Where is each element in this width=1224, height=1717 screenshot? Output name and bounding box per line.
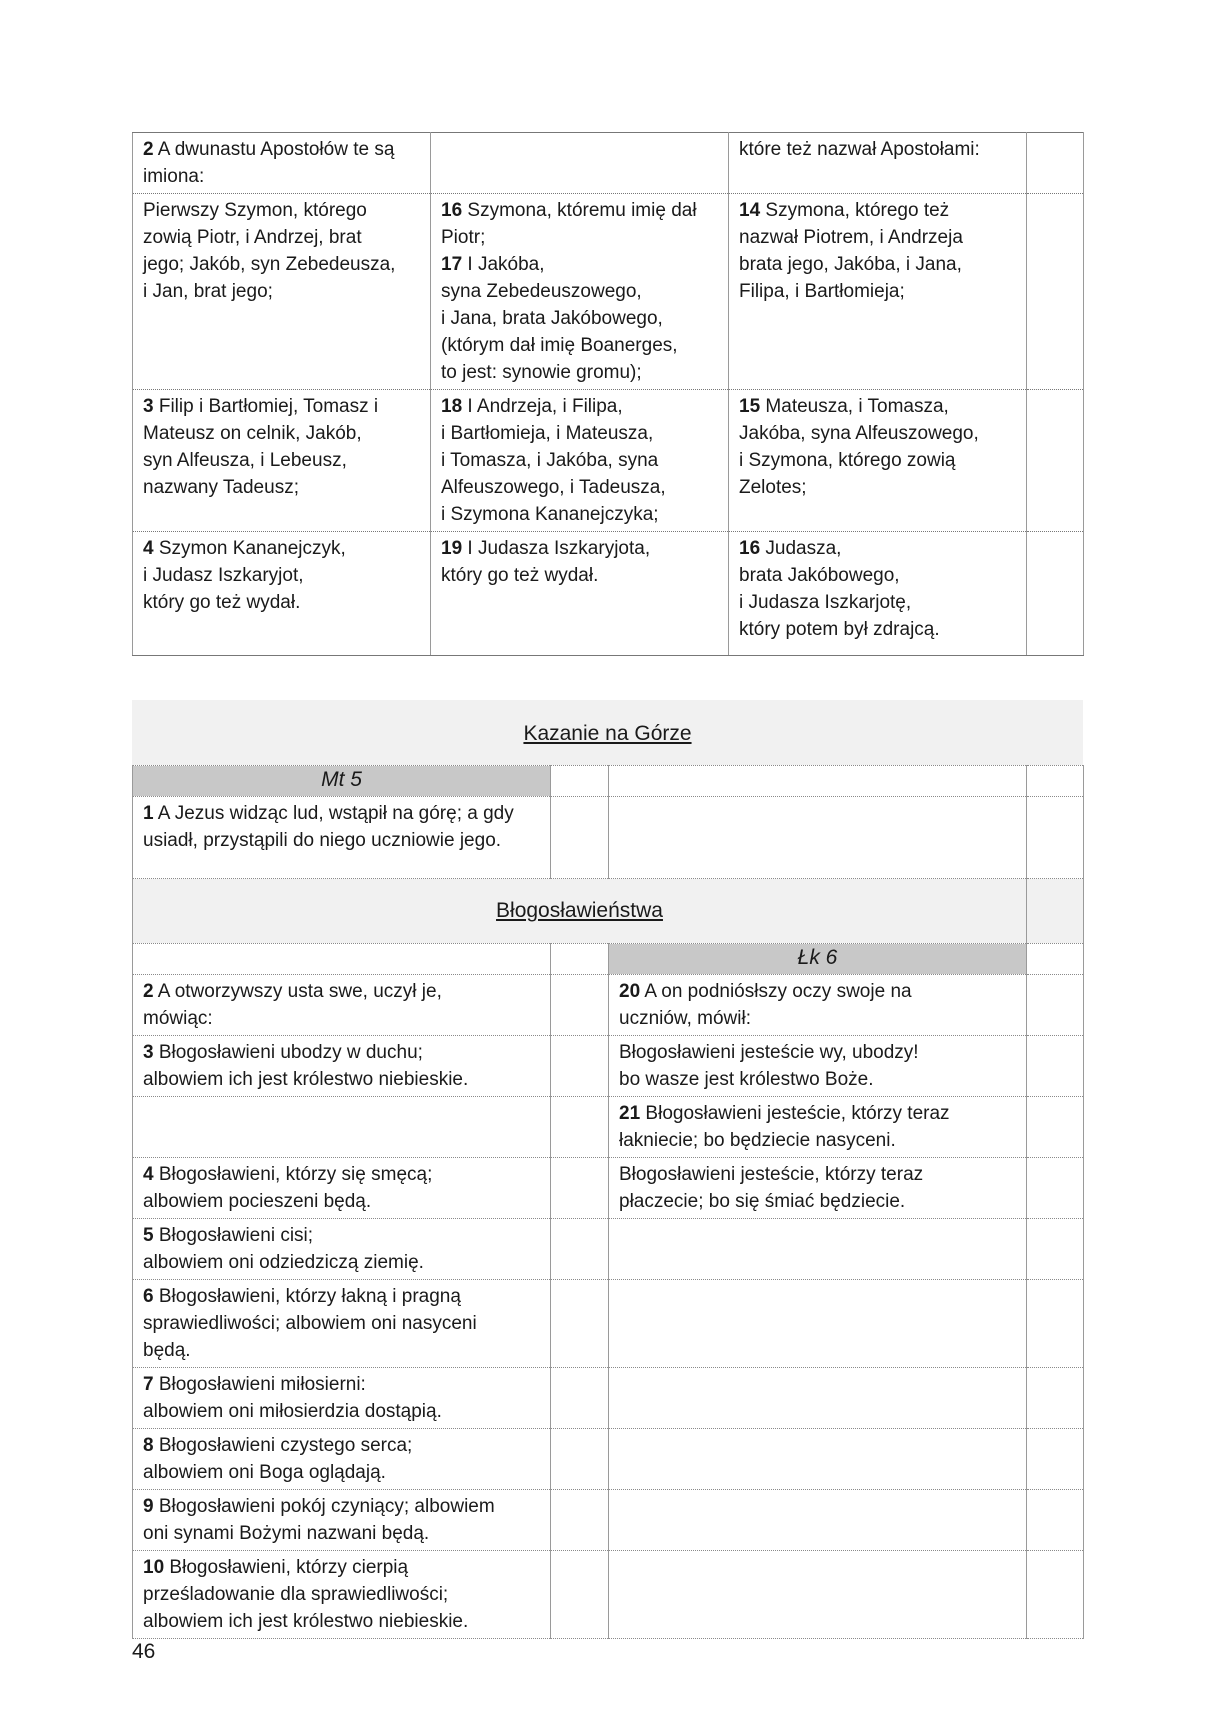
verse-text: albowiem ich jest królestwo niebieskie. <box>143 1069 469 1090</box>
verse-line <box>441 501 718 528</box>
verse-cell <box>431 532 729 656</box>
verse-cell <box>133 1368 551 1429</box>
verse-text: uczniów, mówił: <box>619 1008 751 1029</box>
verse-cell <box>133 975 551 1036</box>
verse-cell <box>609 1551 1027 1639</box>
verse-line <box>739 562 1016 589</box>
empty-cell <box>609 766 1027 797</box>
verse-text: Mateusz on celnik, Jakób, <box>143 423 362 444</box>
verse-cell <box>133 194 431 390</box>
empty-cell <box>551 1429 609 1490</box>
verse-cell <box>133 1490 551 1551</box>
mt5-table <box>132 765 1084 1639</box>
verse-text: A dwunastu Apostołów te są <box>153 139 395 160</box>
empty-cell <box>1027 1036 1084 1097</box>
empty-cell <box>1027 1158 1084 1219</box>
verse-number: 17 <box>441 254 463 275</box>
verse-line <box>143 1039 540 1066</box>
section-band-beatitudes <box>133 879 1027 944</box>
verse-line <box>143 1005 540 1032</box>
verse-line <box>143 978 540 1005</box>
verse-text: Błogosławieni miłosierni: <box>153 1374 366 1395</box>
verse-cell <box>133 1219 551 1280</box>
column-header-lk6: Łk 6 <box>609 944 1027 975</box>
verse-text: Błogosławieni ubodzy w duchu; <box>153 1042 423 1063</box>
verse-text: Błogosławieni, którzy cierpią <box>164 1557 409 1578</box>
verse-text: nazwał Piotrem, i Andrzeja <box>739 227 963 248</box>
verse-cell <box>133 532 431 656</box>
verse-line <box>739 420 1016 447</box>
empty-cell <box>551 1280 609 1368</box>
table-row <box>133 1490 1084 1551</box>
table-row <box>133 1036 1084 1097</box>
verse-line <box>441 562 718 589</box>
verse-text: prześladowanie dla sprawiedliwości; <box>143 1584 449 1605</box>
verse-cell <box>609 1036 1027 1097</box>
verse-line <box>441 535 718 562</box>
verse-text: jego; Jakób, syn Zebedeusza, <box>143 254 396 275</box>
verse-number: 21 <box>619 1103 641 1124</box>
verse-line <box>739 136 1016 163</box>
verse-line <box>441 359 718 386</box>
verse-text: i Jan, brat jego; <box>143 281 273 302</box>
verse-line <box>143 1222 540 1249</box>
verse-line <box>143 1188 540 1215</box>
verse-line <box>441 305 718 332</box>
verse-line <box>441 197 718 224</box>
verse-line <box>143 1520 540 1547</box>
verse-text: Szymona, któremu imię dał <box>462 200 697 221</box>
empty-cell <box>1027 390 1084 532</box>
verse-number: 1 <box>143 803 154 824</box>
verse-text: A Jezus widząc lud, wstąpił na górę; a gdy <box>153 803 514 824</box>
verse-text: Zelotes; <box>739 477 807 498</box>
verse-number: 2 <box>143 139 154 160</box>
verse-cell <box>729 532 1027 656</box>
table-row <box>133 1280 1084 1368</box>
verse-text: który go też wydał. <box>441 565 599 586</box>
verse-line <box>441 224 718 251</box>
empty-cell <box>551 1490 609 1551</box>
verse-number: 20 <box>619 981 641 1002</box>
verse-line <box>739 447 1016 474</box>
verse-text: syn Alfeusza, i Lebeusz, <box>143 450 347 471</box>
verse-line <box>143 827 540 854</box>
verse-text: Szymona, którego też <box>760 200 950 221</box>
empty-cell <box>609 797 1027 879</box>
verse-text: Alfeuszowego, i Tadeusza, <box>441 477 666 498</box>
verse-cell <box>133 797 551 879</box>
verse-text: Błogosławieni czystego serca; <box>153 1435 413 1456</box>
table-row <box>133 1097 1084 1158</box>
empty-cell <box>1027 879 1084 944</box>
verse-line <box>739 589 1016 616</box>
verse-text: i Judasz Iszkaryjot, <box>143 565 304 586</box>
verse-text: które też nazwał Apostołami: <box>739 139 980 160</box>
verse-number: 3 <box>143 1042 154 1063</box>
verse-text: (którym dał imię Boanerges, <box>441 335 678 356</box>
verse-number: 16 <box>441 200 463 221</box>
verse-line <box>143 1608 540 1635</box>
verse-text: Błogosławieni cisi; <box>153 1225 314 1246</box>
verse-line <box>143 535 420 562</box>
verse-line <box>143 1371 540 1398</box>
verse-line <box>441 251 718 278</box>
verse-line <box>143 1493 540 1520</box>
verse-text: Piotr; <box>441 227 486 248</box>
verse-text: Błogosławieni jesteście, którzy teraz <box>619 1164 924 1185</box>
verse-cell <box>729 390 1027 532</box>
verse-text: A on podniósłszy oczy swoje na <box>640 981 912 1002</box>
verse-text: łakniecie; bo będziecie nasyceni. <box>619 1130 896 1151</box>
empty-cell <box>1027 133 1084 194</box>
verse-text: brata jego, Jakóba, i Jana, <box>739 254 962 275</box>
empty-cell <box>1027 1097 1084 1158</box>
verse-line <box>739 474 1016 501</box>
table-row <box>133 1429 1084 1490</box>
table-row <box>133 133 1084 194</box>
verse-text: Filip i Bartłomiej, Tomasz i <box>153 396 379 417</box>
verse-text: Pierwszy Szymon, którego <box>143 200 367 221</box>
verse-text: i Bartłomieja, i Mateusza, <box>441 423 654 444</box>
verse-cell <box>609 1158 1027 1219</box>
verse-line <box>143 800 540 827</box>
verse-cell <box>609 1219 1027 1280</box>
table-row <box>133 1219 1084 1280</box>
verse-number: 5 <box>143 1225 154 1246</box>
empty-cell <box>1027 944 1084 975</box>
empty-cell <box>551 1368 609 1429</box>
empty-cell <box>1027 1551 1084 1639</box>
verse-text: i Tomasza, i Jakóba, syna <box>441 450 659 471</box>
verse-line <box>143 1554 540 1581</box>
verse-text: oni synami Bożymi nazwani będą. <box>143 1523 430 1544</box>
verse-text: Błogosławieni jesteście, którzy teraz <box>640 1103 950 1124</box>
empty-cell <box>551 1097 609 1158</box>
verse-cell <box>133 1280 551 1368</box>
verse-number: 6 <box>143 1286 154 1307</box>
verse-text: bo wasze jest królestwo Boże. <box>619 1069 874 1090</box>
verse-text: zowią Piotr, i Andrzej, brat <box>143 227 362 248</box>
verse-text: i Judasza Iszkarjotę, <box>739 592 912 613</box>
empty-cell <box>1027 1368 1084 1429</box>
verse-line <box>739 535 1016 562</box>
empty-cell <box>1027 975 1084 1036</box>
verse-line <box>441 420 718 447</box>
verse-line <box>143 136 420 163</box>
verse-line <box>143 1066 540 1093</box>
empty-cell <box>551 766 609 797</box>
verse-text: Błogosławieni, którzy łakną i pragną <box>153 1286 461 1307</box>
verse-number: 8 <box>143 1435 154 1456</box>
empty-cell <box>1027 1429 1084 1490</box>
verse-line <box>143 1581 540 1608</box>
verse-line <box>739 616 1016 643</box>
verse-number: 16 <box>739 538 761 559</box>
verse-text: A otworzywszy usta swe, uczył je, <box>153 981 442 1002</box>
verse-cell <box>431 133 729 194</box>
verse-line <box>619 1005 1016 1032</box>
verse-number: 7 <box>143 1374 154 1395</box>
empty-cell <box>551 944 609 975</box>
verse-line <box>619 1066 1016 1093</box>
verse-cell <box>609 975 1027 1036</box>
verse-line <box>143 1310 540 1337</box>
verse-line <box>739 393 1016 420</box>
verse-text: Błogosławieni jesteście wy, ubodzy! <box>619 1042 919 1063</box>
verse-number: 10 <box>143 1557 165 1578</box>
verse-line <box>619 1100 1016 1127</box>
verse-line <box>619 1188 1016 1215</box>
verse-text: będą. <box>143 1340 191 1361</box>
verse-text: brata Jakóbowego, <box>739 565 900 586</box>
verse-number: 14 <box>739 200 761 221</box>
verse-text: płaczecie; bo się śmiać będziecie. <box>619 1191 906 1212</box>
verse-line <box>619 1039 1016 1066</box>
verse-line <box>441 447 718 474</box>
verse-text: Szymon Kananejczyk, <box>153 538 346 559</box>
verse-text: imiona: <box>143 166 205 187</box>
verse-line <box>143 197 420 224</box>
verse-text: i Szymona Kananejczyka; <box>441 504 659 525</box>
verse-text: albowiem oni Boga oglądają. <box>143 1462 386 1483</box>
empty-cell <box>551 1158 609 1219</box>
verse-cell <box>609 1490 1027 1551</box>
verse-text: I Jakóba, <box>462 254 545 275</box>
empty-cell <box>1027 797 1084 879</box>
section-band-sermon <box>132 700 1083 765</box>
verse-line <box>143 1283 540 1310</box>
verse-cell <box>609 1280 1027 1368</box>
verse-line <box>143 589 420 616</box>
verse-line <box>143 474 420 501</box>
table-row <box>133 1368 1084 1429</box>
verse-text: syna Zebedeuszowego, <box>441 281 642 302</box>
verse-line <box>739 251 1016 278</box>
verse-line <box>143 393 420 420</box>
verse-text: I Judasza Iszkaryjota, <box>462 538 651 559</box>
empty-cell <box>1027 1219 1084 1280</box>
verse-text: sprawiedliwości; albowiem oni nasyceni <box>143 1313 477 1334</box>
empty-cell <box>551 1219 609 1280</box>
verse-cell <box>609 1097 1027 1158</box>
verse-text: Jakóba, syna Alfeuszowego, <box>739 423 979 444</box>
empty-cell <box>1027 1490 1084 1551</box>
table-row <box>133 1158 1084 1219</box>
verse-cell <box>133 1097 551 1158</box>
empty-cell <box>551 797 609 879</box>
verse-line <box>739 224 1016 251</box>
verse-line <box>619 1127 1016 1154</box>
verse-number: 9 <box>143 1496 154 1517</box>
verse-cell <box>729 194 1027 390</box>
empty-cell <box>1027 766 1084 797</box>
verse-line <box>143 1337 540 1364</box>
verse-cell <box>133 1551 551 1639</box>
verse-line <box>619 978 1016 1005</box>
verse-line <box>143 224 420 251</box>
verse-line <box>143 1398 540 1425</box>
verse-text: Judasza, <box>760 538 842 559</box>
verse-number: 2 <box>143 981 154 1002</box>
verse-text: albowiem pocieszeni będą. <box>143 1191 372 1212</box>
empty-cell <box>551 1551 609 1639</box>
verse-number: 19 <box>441 538 463 559</box>
verse-text: albowiem oni odziedziczą ziemię. <box>143 1252 424 1273</box>
verse-number: 3 <box>143 396 154 417</box>
verse-text: Filipa, i Bartłomieja; <box>739 281 905 302</box>
verse-line <box>143 1432 540 1459</box>
empty-cell <box>1027 1280 1084 1368</box>
apostles-table <box>132 132 1084 656</box>
verse-text: Mateusza, i Tomasza, <box>760 396 949 417</box>
verse-line <box>619 1161 1016 1188</box>
verse-cell <box>609 1368 1027 1429</box>
table-row <box>133 975 1084 1036</box>
verse-line <box>143 278 420 305</box>
table-row <box>133 194 1084 390</box>
verse-text: I Andrzeja, i Filipa, <box>462 396 623 417</box>
verse-text: który go też wydał. <box>143 592 301 613</box>
verse-cell <box>729 133 1027 194</box>
empty-cell <box>1027 532 1084 656</box>
empty-cell <box>133 944 551 975</box>
verse-line <box>143 562 420 589</box>
verse-cell <box>133 1158 551 1219</box>
verse-cell <box>609 1429 1027 1490</box>
verse-cell <box>133 390 431 532</box>
verse-cell <box>133 133 431 194</box>
verse-line <box>441 393 718 420</box>
column-header-mt5: Mt 5 <box>133 766 551 797</box>
verse-line <box>441 278 718 305</box>
verse-cell <box>431 194 729 390</box>
verse-number: 4 <box>143 1164 154 1185</box>
verse-number: 18 <box>441 396 463 417</box>
verse-line <box>143 420 420 447</box>
verse-text: który potem był zdrajcą. <box>739 619 940 640</box>
verse-text: albowiem ich jest królestwo niebieskie. <box>143 1611 469 1632</box>
verse-line <box>143 251 420 278</box>
verse-line <box>441 474 718 501</box>
verse-line <box>143 447 420 474</box>
verse-text: mówiąc: <box>143 1008 213 1029</box>
verse-text: i Szymona, którego zowią <box>739 450 956 471</box>
verse-line <box>739 197 1016 224</box>
verse-text: Błogosławieni pokój czyniący; albowiem <box>153 1496 495 1517</box>
verse-line <box>441 332 718 359</box>
verse-text: usiadł, przystąpili do niego uczniowie jego. <box>143 830 502 851</box>
verse-number: 15 <box>739 396 761 417</box>
verse-line <box>143 1161 540 1188</box>
verse-cell <box>133 1429 551 1490</box>
verse-line <box>143 1249 540 1276</box>
page-number: 46 <box>132 1640 156 1663</box>
verse-line <box>739 278 1016 305</box>
section-title-sermon: Kazanie na Górze <box>523 722 692 745</box>
empty-cell <box>551 975 609 1036</box>
table-row <box>133 532 1084 656</box>
verse-number: 4 <box>143 538 154 559</box>
verse-text: to jest: synowie gromu); <box>441 362 642 383</box>
verse-text: i Jana, brata Jakóbowego, <box>441 308 663 329</box>
empty-cell <box>1027 194 1084 390</box>
table-row <box>133 390 1084 532</box>
verse-text: nazwany Tadeusz; <box>143 477 299 498</box>
verse-cell <box>133 1036 551 1097</box>
empty-cell <box>551 1036 609 1097</box>
verse-text: Błogosławieni, którzy się smęcą; <box>153 1164 433 1185</box>
verse-line <box>143 1459 540 1486</box>
verse-text: albowiem oni miłosierdzia dostąpią. <box>143 1401 442 1422</box>
section-title-beatitudes: Błogosławieństwa <box>496 899 663 922</box>
verse-line <box>143 163 420 190</box>
table-row <box>133 1551 1084 1639</box>
verse-cell <box>431 390 729 532</box>
